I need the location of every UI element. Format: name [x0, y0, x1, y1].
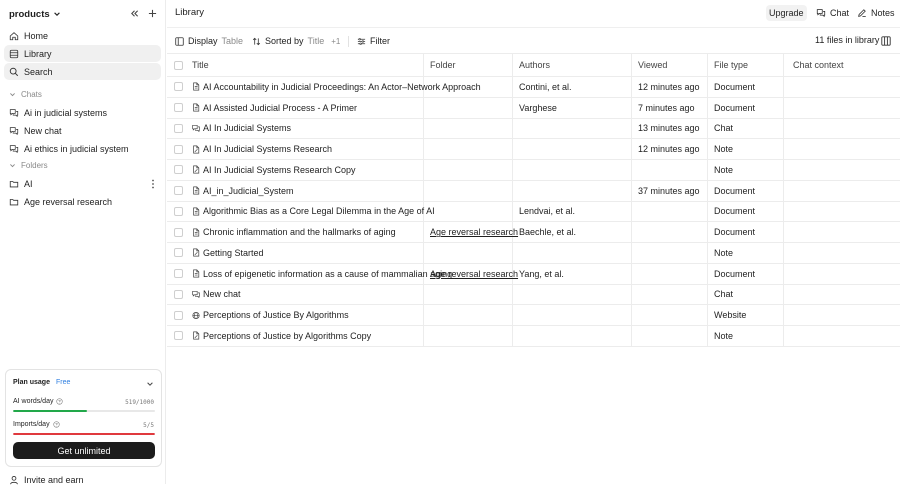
- chat-context-cell[interactable]: [784, 243, 900, 263]
- chat-context-cell[interactable]: [784, 222, 900, 242]
- viewed-cell: [632, 264, 708, 284]
- row-checkbox[interactable]: [174, 186, 183, 195]
- upgrade-label: Upgrade: [769, 8, 804, 18]
- chat-icon: [9, 126, 19, 136]
- file-title: Getting Started: [203, 247, 264, 258]
- words-usage-bar: [13, 410, 155, 412]
- row-select-cell: [167, 202, 189, 222]
- document-icon: [192, 228, 200, 237]
- notes-label: Notes: [871, 8, 895, 18]
- file-title: Chronic inflammation and the hallmarks of aging: [203, 227, 396, 238]
- chat-item-label: Ai ethics in judicial system: [24, 143, 129, 154]
- file-type-cell: Document: [708, 264, 784, 284]
- folder-link[interactable]: Age reversal research: [430, 227, 519, 238]
- viewed-cell: 12 minutes ago: [632, 77, 708, 97]
- row-select-cell: [167, 139, 189, 159]
- library-table: [167, 53, 900, 347]
- title-cell[interactable]: [189, 326, 424, 346]
- file-title: AI In Judicial Systems Research: [203, 144, 333, 155]
- file-type-cell: Document: [708, 98, 784, 118]
- note-icon: [192, 248, 200, 257]
- column-header-file-type[interactable]: File type: [708, 54, 784, 76]
- chat-item-label: Ai in judicial systems: [24, 107, 108, 118]
- title-cell[interactable]: [189, 98, 424, 118]
- display-value: Table: [221, 36, 244, 46]
- table-row[interactable]: [167, 77, 900, 98]
- viewed-cell: [632, 202, 708, 222]
- row-select-cell: [167, 181, 189, 201]
- chat-context-cell[interactable]: [784, 98, 900, 118]
- table-row[interactable]: [167, 202, 900, 223]
- chat-item[interactable]: [4, 104, 161, 121]
- file-type-cell: Document: [708, 181, 784, 201]
- double-chevron-left-icon: [130, 9, 139, 18]
- search-icon: [9, 67, 19, 77]
- workspace-switcher[interactable]: [9, 7, 61, 21]
- plan-usage-title: [13, 379, 70, 386]
- help-icon[interactable]: [53, 421, 60, 428]
- file-type-cell: Document: [708, 222, 784, 242]
- table-row[interactable]: [167, 264, 900, 285]
- row-checkbox[interactable]: [174, 228, 183, 237]
- new-item-button[interactable]: [146, 7, 159, 20]
- plan-badge: Free: [55, 379, 71, 386]
- sort-button[interactable]: [252, 34, 340, 48]
- file-type-cell: Note: [708, 243, 784, 263]
- viewed-cell: [632, 326, 708, 346]
- chat-context-cell[interactable]: [784, 326, 900, 346]
- imports-usage-value: 5/5: [143, 422, 154, 429]
- row-checkbox[interactable]: [174, 124, 183, 133]
- row-select-cell: [167, 119, 189, 139]
- table-row[interactable]: [167, 98, 900, 119]
- file-title: AI In Judicial Systems Research Copy: [203, 164, 356, 175]
- folder-cell[interactable]: [424, 139, 513, 159]
- nav-label: Home: [24, 30, 49, 41]
- document-icon: [192, 186, 200, 195]
- title-cell[interactable]: [189, 160, 424, 180]
- filter-icon: [357, 37, 366, 46]
- authors-cell: [513, 243, 632, 263]
- plan-usage-card: [5, 369, 162, 467]
- file-type-cell: Document: [708, 202, 784, 222]
- title-cell[interactable]: [189, 305, 424, 325]
- folder-cell[interactable]: [424, 160, 513, 180]
- sidebar: [0, 0, 166, 484]
- table-row[interactable]: [167, 305, 900, 326]
- toolbar-divider: [348, 36, 349, 47]
- sort-arrows-icon: [252, 37, 261, 46]
- column-header-authors[interactable]: Authors: [513, 54, 632, 76]
- user-icon: [9, 475, 19, 485]
- folder-cell[interactable]: [424, 98, 513, 118]
- row-checkbox[interactable]: [174, 207, 183, 216]
- viewed-cell: 7 minutes ago: [632, 98, 708, 118]
- authors-cell: [513, 119, 632, 139]
- column-header-title[interactable]: Title: [189, 54, 424, 76]
- imports-usage-label: [13, 421, 60, 428]
- file-title: Loss of epigenetic information as a cause of mammalian aging: [203, 268, 453, 279]
- viewed-cell: [632, 285, 708, 305]
- help-icon[interactable]: [56, 398, 63, 405]
- file-type-cell: Note: [708, 139, 784, 159]
- globe-icon: [192, 311, 200, 320]
- table-row[interactable]: [167, 222, 900, 243]
- folder-cell[interactable]: [424, 264, 519, 284]
- chat-icon: [192, 124, 200, 133]
- table-row[interactable]: [167, 139, 900, 160]
- folder-icon: [9, 197, 19, 207]
- section-label: Chats: [21, 89, 42, 99]
- workspace-name: products: [9, 8, 50, 20]
- nav-search[interactable]: [4, 63, 161, 80]
- authors-cell: [513, 139, 632, 159]
- folder-cell[interactable]: [424, 181, 513, 201]
- table-row[interactable]: [167, 326, 900, 347]
- folder-link[interactable]: Age reversal research: [430, 268, 519, 279]
- chat-context-cell[interactable]: [784, 77, 900, 97]
- row-checkbox[interactable]: [174, 311, 183, 320]
- chevron-down-icon: [9, 162, 16, 169]
- get-unlimited-button[interactable]: Get unlimited: [13, 442, 155, 459]
- title-cell[interactable]: [189, 119, 424, 139]
- columns-icon[interactable]: [881, 36, 891, 46]
- viewed-cell: 13 minutes ago: [632, 119, 708, 139]
- table-icon: [175, 37, 184, 46]
- row-checkbox[interactable]: [174, 269, 183, 278]
- imports-usage-bar: [13, 433, 155, 435]
- upgrade-button[interactable]: [766, 5, 807, 21]
- document-icon: [192, 207, 200, 216]
- display-label: Display: [188, 36, 218, 46]
- file-title: Algorithmic Bias as a Core Legal Dilemma in the Age of AI: [203, 206, 435, 217]
- invite-label: Invite and earn: [24, 475, 84, 485]
- title-cell[interactable]: [189, 139, 424, 159]
- chat-context-cell[interactable]: [784, 305, 900, 325]
- row-select-cell: [167, 222, 189, 242]
- folder-item[interactable]: [4, 193, 161, 210]
- words-usage-fill: [13, 410, 87, 412]
- row-checkbox[interactable]: [174, 248, 183, 257]
- chat-context-cell[interactable]: [784, 202, 900, 222]
- folder-item-label: Age reversal research: [24, 196, 113, 207]
- column-header-chat-context[interactable]: Chat context: [793, 60, 844, 70]
- page-title: Library: [175, 7, 205, 18]
- viewed-cell: [632, 160, 708, 180]
- authors-cell: [513, 326, 632, 346]
- row-select-cell: [167, 98, 189, 118]
- note-icon: [192, 331, 200, 340]
- file-count: 11 files in library: [815, 35, 880, 45]
- row-checkbox[interactable]: [174, 165, 183, 174]
- invite-and-earn-link[interactable]: [9, 475, 84, 485]
- pencil-icon: [857, 8, 867, 18]
- row-select-cell: [167, 264, 189, 284]
- table-header-row: [167, 53, 900, 77]
- file-type-cell: Note: [708, 160, 784, 180]
- file-title: AI In Judicial Systems: [203, 123, 292, 134]
- sort-value: Title: [307, 36, 325, 46]
- authors-cell: [513, 160, 632, 180]
- row-checkbox[interactable]: [174, 103, 183, 112]
- column-header-viewed[interactable]: Viewed: [632, 54, 708, 76]
- title-cell[interactable]: [189, 285, 424, 305]
- chats-section-toggle[interactable]: [9, 88, 42, 100]
- viewed-cell: [632, 305, 708, 325]
- chevron-down-icon[interactable]: [146, 380, 154, 388]
- note-icon: [192, 145, 200, 154]
- folder-icon: [9, 179, 19, 189]
- table-row[interactable]: [167, 285, 900, 306]
- library-icon: [9, 49, 19, 59]
- title-cell[interactable]: [189, 222, 424, 242]
- chat-icon: [192, 290, 200, 299]
- folder-cell[interactable]: [424, 202, 513, 222]
- library-toolbar: [167, 27, 900, 53]
- note-icon: [192, 165, 200, 174]
- folder-cell[interactable]: [424, 285, 513, 305]
- title-cell[interactable]: [189, 181, 424, 201]
- table-row[interactable]: [167, 181, 900, 202]
- chat-icon: [9, 108, 19, 118]
- file-type-cell: Chat: [708, 285, 784, 305]
- sort-extra-badge: +1: [331, 36, 341, 46]
- plus-icon: [148, 9, 157, 18]
- table-row[interactable]: [167, 160, 900, 181]
- authors-cell: [513, 285, 632, 305]
- file-title: AI_in_Judicial_System: [203, 185, 294, 196]
- file-type-cell: Chat: [708, 119, 784, 139]
- home-icon: [9, 31, 19, 41]
- row-checkbox[interactable]: [174, 331, 183, 340]
- table-row[interactable]: [167, 119, 900, 140]
- file-title: AI Assisted Judicial Process - A Primer: [203, 102, 358, 113]
- folder-cell[interactable]: [424, 119, 513, 139]
- chat-context-cell[interactable]: [784, 119, 900, 139]
- section-label: Folders: [21, 160, 48, 170]
- display-mode-button[interactable]: [175, 34, 243, 48]
- folder-cell[interactable]: [424, 77, 513, 97]
- file-type-cell: Website: [708, 305, 784, 325]
- row-select-cell: [167, 160, 189, 180]
- folder-cell[interactable]: [424, 305, 513, 325]
- chat-context-cell[interactable]: [784, 181, 900, 201]
- nav-label: Library: [24, 48, 52, 59]
- chat-icon: [9, 144, 19, 154]
- chat-item[interactable]: [4, 140, 161, 157]
- select-all-cell: [167, 54, 189, 76]
- sort-label: Sorted by: [265, 36, 304, 46]
- authors-cell: [513, 305, 632, 325]
- row-checkbox[interactable]: [174, 290, 183, 299]
- chat-context-cell[interactable]: [784, 264, 900, 284]
- title-cell[interactable]: [189, 202, 435, 222]
- file-title: Perceptions of Justice By Algorithms: [203, 310, 349, 321]
- row-select-cell: [167, 77, 189, 97]
- document-icon: [192, 82, 200, 91]
- row-checkbox[interactable]: [174, 145, 183, 154]
- authors-cell: Contini, et al.: [513, 77, 632, 97]
- row-select-cell: [167, 243, 189, 263]
- column-header-folder[interactable]: Folder: [424, 54, 513, 76]
- words-usage-value: 519/1000: [125, 399, 154, 406]
- more-vertical-icon[interactable]: [150, 179, 156, 189]
- authors-cell: Lendvai, et al.: [513, 202, 632, 222]
- viewed-cell: 37 minutes ago: [632, 181, 708, 201]
- words-usage-label: [13, 398, 63, 405]
- authors-cell: Yang, et al.: [513, 264, 632, 284]
- notes-button[interactable]: [854, 5, 898, 21]
- document-icon: [192, 103, 200, 112]
- chevron-down-icon: [9, 91, 16, 98]
- authors-cell: Varghese: [513, 98, 632, 118]
- authors-cell: [513, 181, 632, 201]
- file-title: Perceptions of Justice by Algorithms Copy: [203, 330, 372, 341]
- row-select-cell: [167, 305, 189, 325]
- file-title: New chat: [203, 289, 241, 300]
- chevron-down-icon: [53, 10, 61, 18]
- filter-label: Filter: [370, 36, 390, 46]
- chat-context-cell[interactable]: [784, 285, 900, 305]
- chat-item[interactable]: [4, 122, 161, 139]
- viewed-cell: [632, 222, 708, 242]
- chat-label: Chat: [830, 8, 850, 18]
- file-title: AI Accountability in Judicial Proceedings: An Actor–Network Approach: [203, 81, 481, 92]
- document-icon: [192, 269, 200, 278]
- row-select-cell: [167, 285, 189, 305]
- table-row[interactable]: [167, 243, 900, 264]
- nav-library[interactable]: [4, 45, 161, 62]
- select-all-checkbox[interactable]: [174, 61, 183, 70]
- row-select-cell: [167, 326, 189, 346]
- file-type-cell: Note: [708, 326, 784, 346]
- folder-item[interactable]: [4, 175, 161, 192]
- folder-cell[interactable]: [424, 222, 519, 242]
- folder-item-label: AI: [24, 178, 33, 189]
- imports-label-text: Imports/day: [13, 421, 50, 428]
- row-checkbox[interactable]: [174, 82, 183, 91]
- chat-button[interactable]: [813, 5, 852, 21]
- folder-cell[interactable]: [424, 326, 513, 346]
- viewed-cell: [632, 243, 708, 263]
- viewed-cell: 12 minutes ago: [632, 139, 708, 159]
- nav-label: Search: [24, 66, 53, 77]
- title-cell[interactable]: [189, 264, 453, 284]
- file-type-cell: Document: [708, 77, 784, 97]
- plan-title-text: Plan usage: [13, 379, 50, 386]
- chat-context-cell[interactable]: [784, 139, 900, 159]
- top-bar: [167, 0, 900, 27]
- authors-cell: Baechle, et al.: [513, 222, 632, 242]
- collapse-sidebar-button[interactable]: [128, 7, 141, 20]
- filter-button[interactable]: [357, 34, 390, 48]
- nav-home[interactable]: [4, 27, 161, 44]
- imports-usage-fill: [13, 433, 155, 435]
- title-cell[interactable]: [189, 77, 481, 97]
- words-label-text: AI words/day: [13, 398, 54, 405]
- title-cell[interactable]: [189, 243, 424, 263]
- chat-context-cell[interactable]: [784, 160, 900, 180]
- folders-section-toggle[interactable]: [9, 159, 48, 171]
- folder-cell[interactable]: [424, 243, 513, 263]
- chat-item-label: New chat: [24, 125, 62, 136]
- chat-icon: [816, 8, 826, 18]
